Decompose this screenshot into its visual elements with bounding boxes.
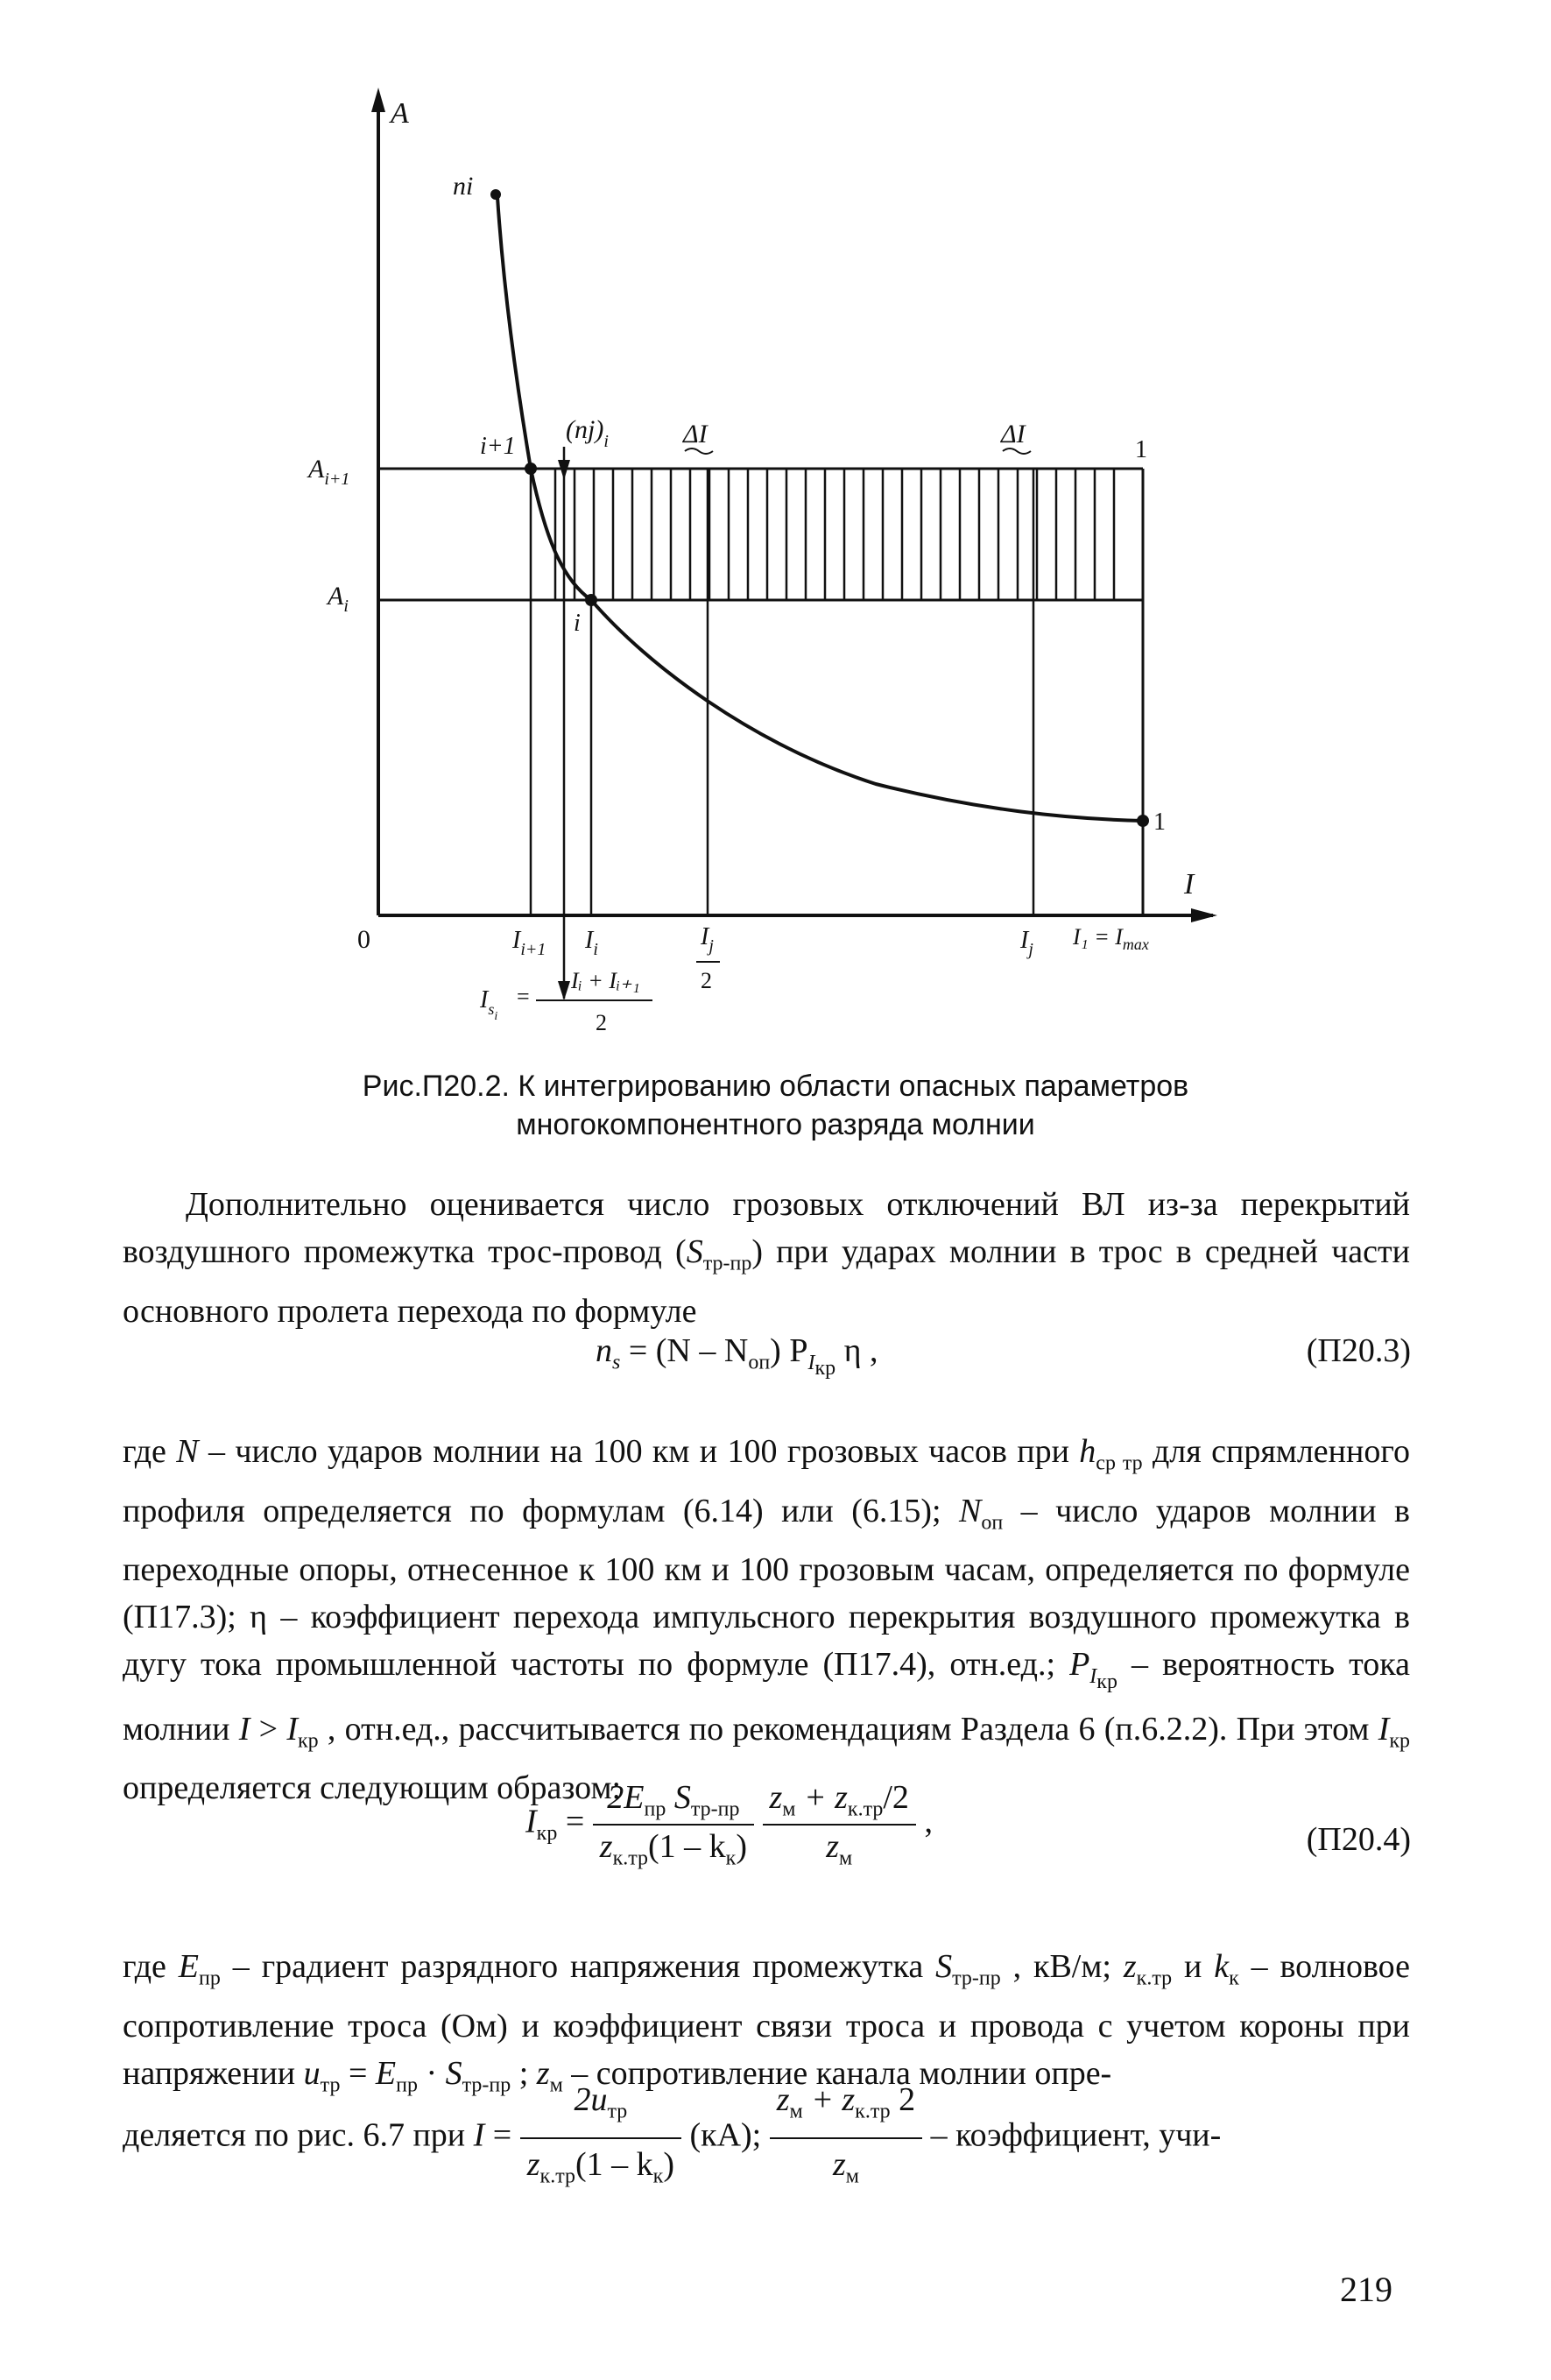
delta-tilde-1 (685, 448, 713, 454)
caption-line-2: многокомпонентного разряда молнии (516, 1108, 1035, 1141)
delta-label-2: ΔI (1001, 420, 1026, 448)
figure-caption (0, 1067, 1551, 1144)
delta-label-1: ΔI (683, 420, 708, 448)
Is-arrow-bottom (558, 981, 570, 1000)
paragraph-3: где $E_{пр}$ – градиент разрядного напряжения промежутка $S_{тр-пр}$ , кВ/м; $z_{к.тр}$ и $k_к$ – волновое сопротивление троса (Ом) и коэффициент связи троса и провода с учетом короны при напряжении $u_{тр} = E_{пр} \cdot S_{тр-пр}$ ; $z_м$ – сопротивление канала молнии опре- (123, 1948, 1410, 2097)
Is-numerator: Iᵢ + Iᵢ₊₁ (571, 968, 640, 993)
point-i-label: i (574, 610, 581, 637)
hatch-region (555, 469, 1114, 600)
Is-eq-sign: = (517, 984, 530, 1009)
equation-p20-3: $n_s = (N - N_{оп})$ $P_{I_{кр}}$ η , (596, 1332, 878, 1380)
xlabel-Ij2-num: $I_j$ (701, 923, 714, 956)
x-axis-arrow (1191, 908, 1217, 922)
paragraph-2: где N – число ударов молнии на 100 км и 100 грозовых часов при $h_{ср тр}$ для спрямленного профиля определяется по формулам (6.14) или (6.15); $N_{оп}$ – число ударов молнии в переходные опоры, отнесенное к 100 км и 100 грозовым часам, определяется по формуле (П17.3); η – коэффициент перехода импульсного перекрытия воздушного промежутка в дугу тока промышленной частоты по формуле (П17.4), отн.ед.; $P_{I_{кр}}$ – вероятность тока молнии $I > I_{кр}$ , отн.ед., рассчитывается по рекомендациям Раздела 6 (п.6.2.2). При этом $I_{кр}$ определяется следующим образом: (123, 1433, 1410, 1807)
last-fraction-2: $\frac{z_м + z_{к.тр} 2}{z_м}$ (770, 2076, 922, 2200)
point-i1-label: i+1 (480, 433, 516, 460)
Is-label: $I_{si}$ (480, 986, 498, 1023)
paragraph-1: Дополнительно оценивается число грозовых отключений ВЛ из-за перекрытий воздушного промежутка трос-провод $(S_{тр-пр})$ при ударах молнии в трос в средней части основного пролета перехода по формуле (123, 1186, 1410, 1330)
eq2-fraction-1: $\frac{2E_{пр} S_{тр-пр}}{z_{к.тр}(1 - k_к)}$ (593, 1778, 754, 1870)
equation-number-p20-3: (П20.3) (1306, 1332, 1411, 1369)
xlabel-Ii: $I_i$ (585, 927, 598, 959)
xlabel-Ij: $I_j$ (1020, 927, 1033, 959)
point-ni (490, 189, 501, 200)
last-fraction-1: $\frac{2u_{тр}}{z_{к.тр}(1 - k_к)}$ (520, 2076, 681, 2200)
axis-x-label: I (1184, 868, 1195, 900)
y-axis-arrow (371, 88, 385, 112)
equation-p20-4: $I_{кр}$ = $\frac{2E_{пр} S_{тр-пр}}{z_{к.тр}(1 - k_к)}$ $\frac{z_м + z_{к.тр}/2}{z_м}$ , (525, 1779, 933, 1870)
xlabel-Ij2-den: 2 (701, 968, 712, 993)
ylabel-Ai1: $A_{i+1}$ (308, 455, 350, 489)
curve-start-label: ni (453, 172, 474, 201)
axis-y-label: A (391, 97, 409, 130)
xlabel-Imax: $I_1 = I_{max}$ (1073, 924, 1149, 953)
origin-label: 0 (357, 925, 370, 954)
caption-line-1: Рис.П20.2. К интегрированию области опасных параметров (362, 1070, 1189, 1103)
point-i1 (525, 463, 537, 475)
Is-denominator: 2 (596, 1010, 607, 1035)
page-number: 219 (1340, 2270, 1392, 2309)
eq2-fraction-2: $\frac{z_м + z_{к.тр}/2}{z_м}$ (763, 1778, 916, 1870)
ylabel-Ai: $A_i$ (328, 582, 349, 616)
paragraph-3-last-line: деляется по рис. 6.7 при I = $\frac{2u_{тр}}{z_{к.тр}(1 - k_к)}$ (кА); $\frac{z_м + z_{к.тр} 2}{z_м}$ – коэффициент, учи- (123, 2076, 1410, 2200)
figure-integration-diagram (0, 0, 1551, 1095)
delta-tilde-2 (1003, 448, 1031, 454)
right-curve-label: 1 (1153, 809, 1166, 836)
nj-label: $(nj)_i$ (566, 415, 609, 451)
point-1 (1137, 815, 1149, 827)
point-i (585, 594, 597, 606)
right-top-label: 1 (1135, 436, 1147, 463)
xlabel-Ii1: $I_{i+1}$ (512, 927, 546, 959)
equation-number-p20-4: (П20.4) (1306, 1821, 1411, 1858)
